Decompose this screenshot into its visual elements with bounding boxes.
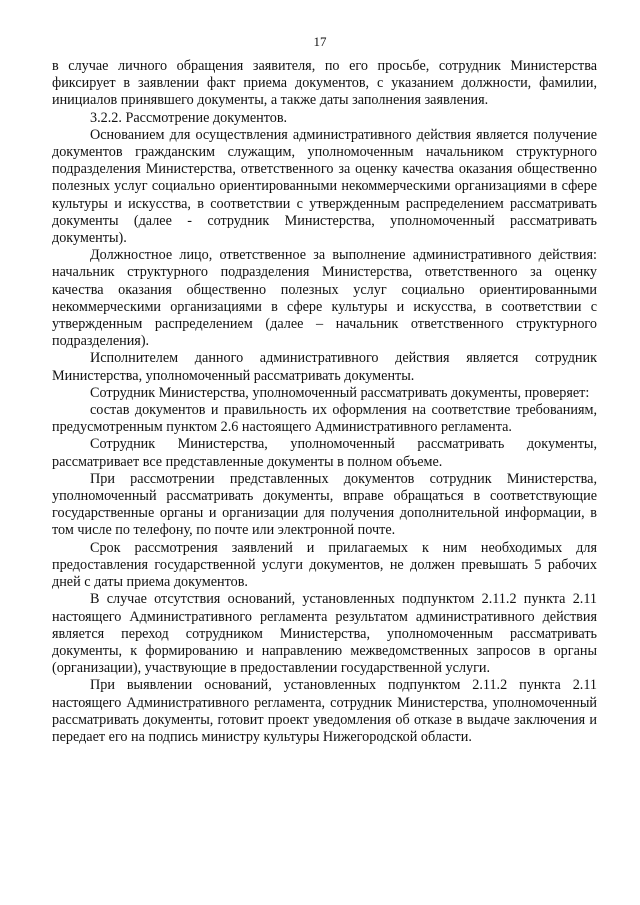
paragraph-basis: Основанием для осуществления административного действия является получение документов гражданским служащим, уполномоченным начальником структурного подразделения Министерства, ответственного за оценку качества оказания общественно полезных услуг социально ориентированными некоммерческими организациями в сфере культуры и искусства, в соответствии с утвержденным распределением рассматривать документы (далее - сотрудник Министерства, уполномоченный рассматривать документы). (52, 126, 597, 247)
section-heading-3-2-2: 3.2.2. Рассмотрение документов. (90, 109, 288, 126)
paragraph-no-grounds: В случае отсутствия оснований, установленных подпунктом 2.11.2 пункта 2.11 настоящего Административного регламента результатом административного действия является переход сотрудником Министерства, уполномоченным рассматривать документы, к формированию и направлению межведомственных запросов в органы (организации), участвующие в предоставлении государственной услуги. (52, 591, 597, 677)
paragraph-responsible-official: Должностное лицо, ответственное за выполнение административного действия: начальник структурного подразделения Министерства, ответственного за оценку качества оказания общественно полезных услуг социально ориентированными некоммерческими организациями в сфере культуры и искусства, в соответствии с утвержденным распределением (далее – начальник ответственного структурного подразделения). (52, 247, 597, 350)
paragraph-requests: При рассмотрении представленных документов сотрудник Министерства, уполномоченный рассматривать документы, вправе обращаться в соответствующие государственные органы и организации для получения дополнительной информации, в том числе по телефону, по почте или электронной почте. (52, 470, 597, 539)
page-number: 17 (313, 34, 327, 49)
paragraph-executor: Исполнителем данного административного действия является сотрудник Министерства, уполномоченный рассматривать документы. (52, 350, 597, 384)
document-body (52, 58, 597, 746)
paragraph-full-review: Сотрудник Министерства, уполномоченный рассматривать документы, рассматривает все представленные документы в полном объеме. (52, 436, 597, 470)
paragraph-checks-intro: Сотрудник Министерства, уполномоченный рассматривать документы, проверяет: (90, 384, 590, 401)
paragraph-deadline: Срок рассмотрения заявлений и прилагаемых к ним необходимых для предоставления государственной услуги документов, не должен превышать 5 рабочих дней с даты приема документов. (52, 539, 597, 591)
paragraph-checks-composition: состав документов и правильность их оформления на соответствие требованиям, предусмотренным пунктом 2.6 настоящего Административного регламента. (52, 402, 597, 436)
paragraph-grounds-found: При выявлении оснований, установленных подпунктом 2.11.2 пункта 2.11 настоящего Административного регламента, сотрудник Министерства, уполномоченный рассматривать документы, готовит проект уведомления об отказе в выдаче заключения и передает его на подпись министру культуры Нижегородской области. (52, 677, 597, 745)
paragraph-receipt-record: в случае личного обращения заявителя, по его просьбе, сотрудник Министерства фиксирует в заявлении факт приема документов, с указанием должности, фамилии, инициалов принявшего документы, а также даты заполнения заявления. (52, 58, 597, 109)
